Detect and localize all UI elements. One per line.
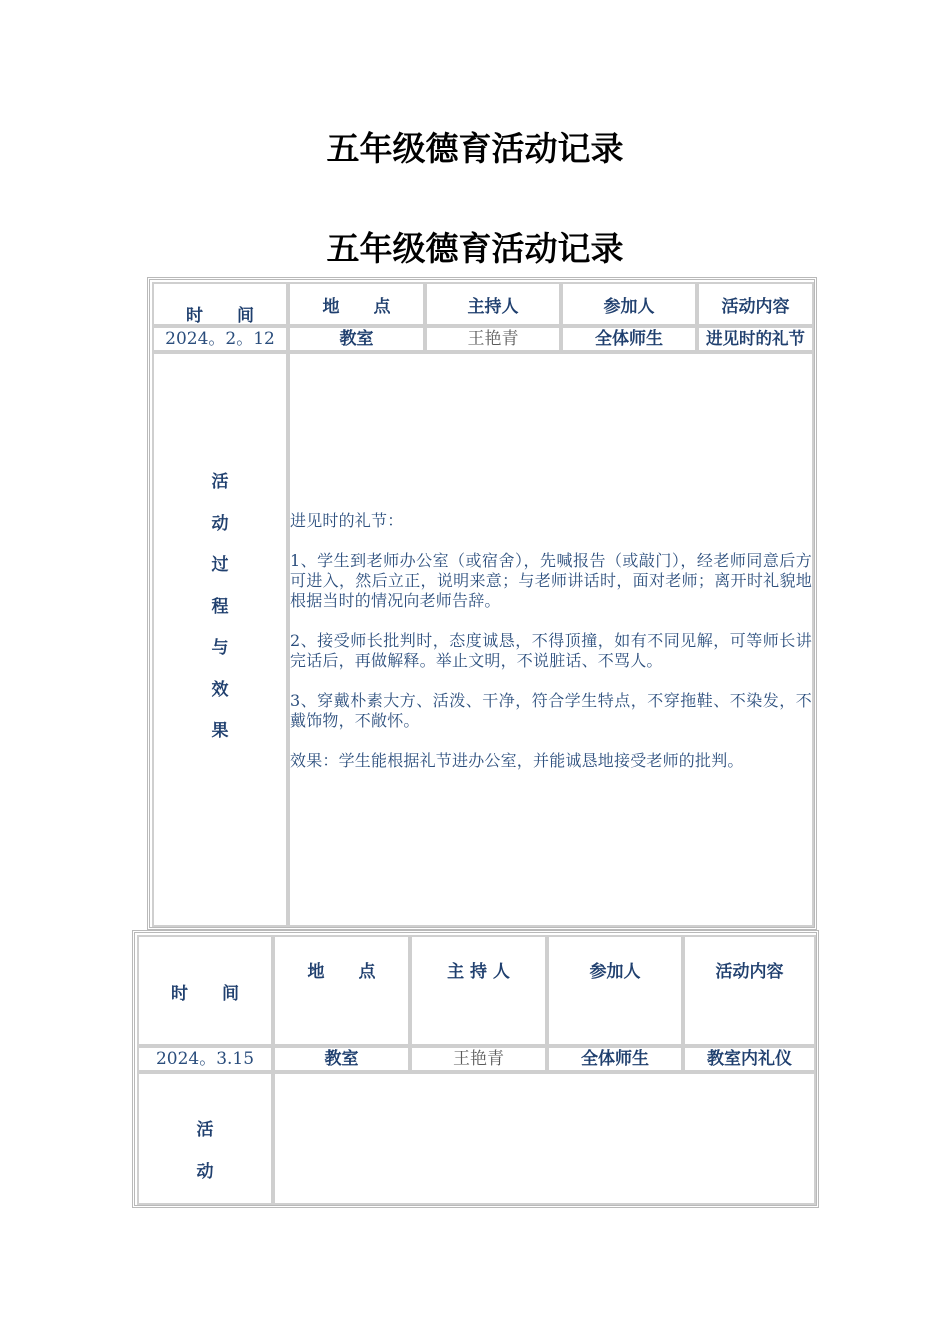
document-title: 五年级德育活动记录 [326,129,624,168]
header-time: 时 间 [137,935,273,1046]
process-content [288,352,814,927]
process-effect-label [137,1072,273,1205]
label-char: 果 [211,721,229,741]
content-paragraph-3: 3、穿戴朴素大方、活泼、干净，符合学生特点，不穿拖鞋、不染发，不戴饰物，不敞怀。 [290,691,812,730]
value-content: 进见时的礼节 [697,326,814,352]
process-effect-label [152,352,288,927]
content-paragraph-1: 1、学生到老师办公室（或宿舍），先喊报告（或敲门），经老师同意后方可进入，然后立正，说明来意；与老师讲话时，面对老师；离开时礼貌地根据当时的情况向老师告辞。 [290,551,812,610]
activity-record-table-2 [132,930,819,1208]
value-place: 教室 [273,1046,410,1072]
value-time: 2024。2。12 [152,326,288,352]
header-host: 主 持 人 [410,935,547,1046]
header-host: 主持人 [425,282,561,326]
header-time: 时 间 [152,282,288,326]
value-host: 王艳青 [425,326,561,352]
header-content: 活动内容 [683,935,816,1046]
document-subtitle: 五年级德育活动记录 [326,229,624,268]
header-participants: 参加人 [561,282,697,326]
value-place: 教室 [288,326,425,352]
label-char: 过 [211,555,229,575]
value-host: 王艳青 [410,1046,547,1072]
value-time: 2024。3.15 [137,1046,273,1072]
label-char: 活 [196,1120,214,1140]
header-content: 活动内容 [697,282,814,326]
label-char: 与 [211,638,229,658]
label-char: 程 [211,596,229,617]
header-place: 地 点 [273,935,410,1046]
content-intro: 进见时的礼节： [290,511,404,530]
header-place: 地 点 [288,282,425,326]
label-char: 动 [196,1161,214,1182]
label-char: 效 [211,679,229,700]
content-effect: 效果：学生能根据礼节进办公室，并能诚恳地接受老师的批判。 [290,751,744,770]
process-content [273,1072,816,1205]
value-participants: 全体师生 [547,1046,683,1072]
header-participants: 参加人 [547,935,683,1046]
content-paragraph-2: 2、接受师长批判时，态度诚恳，不得顶撞，如有不同见解，可等师长讲完话后，再做解释。举止文明，不说脏话、不骂人。 [290,631,812,670]
label-char: 动 [211,513,229,534]
value-participants: 全体师生 [561,326,697,352]
value-content: 教室内礼仪 [683,1046,816,1072]
label-char: 活 [211,472,229,492]
activity-record-table-1 [147,277,817,930]
